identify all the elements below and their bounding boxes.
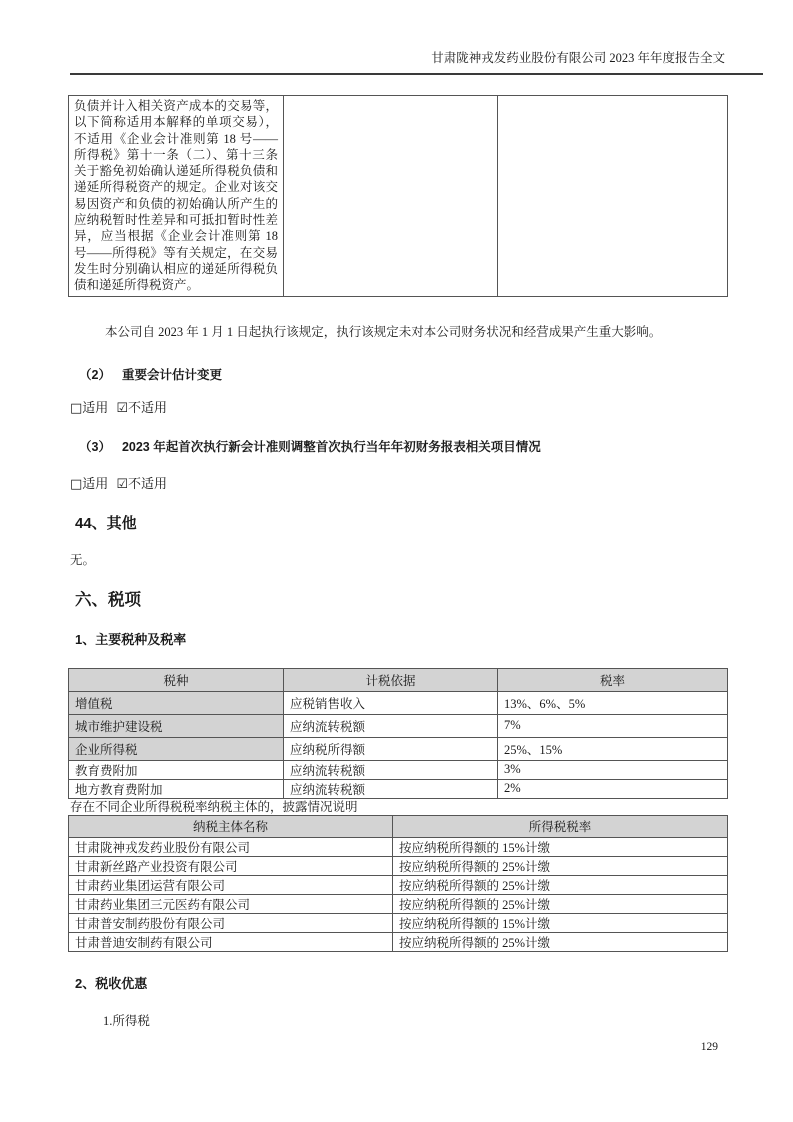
applicable-label: 适用 bbox=[82, 475, 109, 491]
table-row bbox=[69, 913, 728, 932]
table-row bbox=[69, 875, 728, 894]
tax-rate-table bbox=[68, 668, 728, 799]
continuation-cell-empty-2 bbox=[498, 96, 728, 297]
applicability-line-2 bbox=[70, 475, 793, 493]
checkbox-checked-icon: ☑ bbox=[116, 476, 128, 492]
page-number: 129 bbox=[700, 1041, 718, 1053]
subsection-2-heading: 2、税收优惠 bbox=[75, 975, 148, 991]
checkbox-checked-icon: ☑ bbox=[116, 400, 128, 416]
cell-entity-rate: 按应纳税所得额的 25%计缴 bbox=[393, 932, 728, 951]
table-row bbox=[69, 894, 728, 913]
applicability-line-1 bbox=[70, 399, 793, 417]
col-header-income-tax-rate: 所得税税率 bbox=[393, 815, 728, 837]
cell-entity-name: 甘肃陇神戎发药业股份有限公司 bbox=[69, 837, 393, 856]
cell-tax-basis: 应纳税所得额 bbox=[284, 737, 498, 760]
cell-entity-rate: 按应纳税所得额的 25%计缴 bbox=[393, 856, 728, 875]
checkbox-unchecked-icon: □ bbox=[70, 476, 83, 492]
cell-entity-name: 甘肃普迪安制药有限公司 bbox=[69, 932, 393, 951]
none-text: 无。 bbox=[70, 552, 96, 567]
cell-tax-rate: 3% bbox=[498, 760, 728, 779]
table-header-row bbox=[69, 668, 728, 691]
continuation-cell-empty-1 bbox=[284, 96, 498, 297]
section-6-heading: 六、税项 bbox=[75, 590, 141, 609]
cell-entity-rate: 按应纳税所得额的 15%计缴 bbox=[393, 837, 728, 856]
section-3-heading bbox=[79, 439, 725, 456]
applicable-label: 适用 bbox=[82, 399, 109, 415]
subsection-1-heading: 1、主要税种及税率 bbox=[75, 631, 187, 647]
col-header-tax-rate: 税率 bbox=[498, 668, 728, 691]
different-rate-note: 存在不同企业所得税税率纳税主体的，披露情况说明 bbox=[70, 799, 358, 814]
cell-tax-basis: 应纳流转税额 bbox=[284, 714, 498, 737]
cell-entity-name: 甘肃新丝路产业投资有限公司 bbox=[69, 856, 393, 875]
page-header-title: 甘肃陇神戎发药业股份有限公司 2023 年年度报告全文 bbox=[431, 51, 725, 65]
cell-tax-rate: 2% bbox=[498, 779, 728, 798]
col-header-tax-type: 税种 bbox=[69, 668, 284, 691]
cell-tax-type: 企业所得税 bbox=[69, 737, 284, 760]
section-44-heading: 44、其他 bbox=[75, 514, 137, 532]
cell-entity-name: 甘肃药业集团运营有限公司 bbox=[69, 875, 393, 894]
cell-entity-name: 甘肃药业集团三元医药有限公司 bbox=[69, 894, 393, 913]
cell-tax-type: 教育费附加 bbox=[69, 760, 284, 779]
section-2-number: （2） bbox=[79, 367, 111, 382]
table-header-row bbox=[69, 815, 728, 837]
section-2-heading bbox=[79, 367, 725, 384]
cell-tax-basis: 应税销售收入 bbox=[284, 691, 498, 714]
cell-tax-rate: 7% bbox=[498, 714, 728, 737]
taxpayer-entity-table bbox=[68, 815, 728, 952]
table-row bbox=[69, 932, 728, 951]
cell-entity-name: 甘肃普安制药股份有限公司 bbox=[69, 913, 393, 932]
table-row bbox=[69, 779, 728, 798]
table-row bbox=[69, 714, 728, 737]
income-tax-item: 1.所得税 bbox=[103, 1013, 150, 1028]
header-rule bbox=[70, 73, 763, 75]
not-applicable-label: 不适用 bbox=[127, 475, 167, 491]
execution-note-paragraph: 本公司自 2023 年 1 月 1 日起执行该规定，执行该规定未对本公司财务状况和经营成果产生重大影响。 bbox=[105, 324, 662, 339]
cell-entity-rate: 按应纳税所得额的 25%计缴 bbox=[393, 875, 728, 894]
section-3-number: （3） bbox=[79, 439, 111, 454]
table-row bbox=[69, 856, 728, 875]
table-row bbox=[69, 737, 728, 760]
cell-entity-rate: 按应纳税所得额的 25%计缴 bbox=[393, 894, 728, 913]
cell-entity-rate: 按应纳税所得额的 15%计缴 bbox=[393, 913, 728, 932]
cell-tax-rate: 25%、15% bbox=[498, 737, 728, 760]
col-header-tax-basis: 计税依据 bbox=[284, 668, 498, 691]
col-header-entity-name: 纳税主体名称 bbox=[69, 815, 393, 837]
table-row bbox=[69, 837, 728, 856]
cell-tax-type: 地方教育费附加 bbox=[69, 779, 284, 798]
cell-tax-type: 城市维护建设税 bbox=[69, 714, 284, 737]
section-2-title: 重要会计估计变更 bbox=[121, 367, 222, 382]
continuation-table bbox=[68, 95, 728, 297]
table-row bbox=[69, 96, 728, 297]
not-applicable-label: 不适用 bbox=[127, 399, 167, 415]
continuation-cell-text: 负债并计入相关资产成本的交易等，以下简称适用本解释的单项交易），不适用《企业会计准则第 18 号——所得税》第十一条（二）、第十三条关于豁免初始确认递延所得税负债和递延所得税资产的规定。企业对该交易因资产和负债的初始确认所产生的应纳税暂时性差异和可抵扣暂时性差异，应当根据《企业会计准则第 18 号——所得税》等有关规定，在交易发生时分别确认相应的递延所得税负债和递延所得税资产。 bbox=[69, 96, 284, 297]
checkbox-unchecked-icon: □ bbox=[70, 400, 83, 416]
cell-tax-rate: 13%、6%、5% bbox=[498, 691, 728, 714]
cell-tax-basis: 应纳流转税额 bbox=[284, 779, 498, 798]
cell-tax-type: 增值税 bbox=[69, 691, 284, 714]
cell-tax-basis: 应纳流转税额 bbox=[284, 760, 498, 779]
table-row bbox=[69, 691, 728, 714]
section-3-title: 2023 年起首次执行新会计准则调整首次执行当年年初财务报表相关项目情况 bbox=[121, 439, 541, 454]
table-row bbox=[69, 760, 728, 779]
